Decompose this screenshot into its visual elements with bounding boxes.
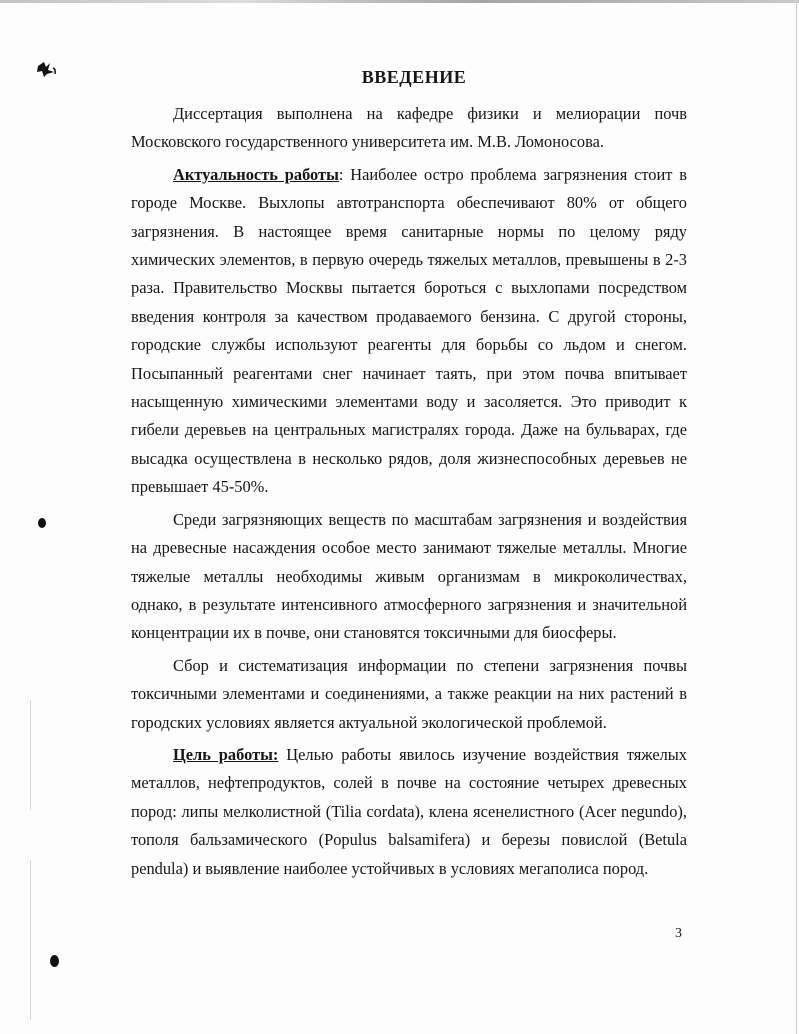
paragraph-intro — [131, 100, 687, 157]
scan-top-edge — [0, 0, 799, 3]
paragraph-heavy-metals — [131, 506, 687, 648]
document-body — [131, 64, 687, 883]
scan-left-margin-line — [30, 860, 31, 1020]
scan-left-margin-line — [30, 700, 31, 810]
paragraph-text: Сбор и систематизация информации по степени загрязнения почвы токсичными элементами и соединениями, а также реакции на них растений в городских условиях является актуальной экологической проблемой. — [131, 655, 687, 732]
scan-right-edge — [796, 0, 797, 1034]
section-term-goal: Цель работы: — [173, 744, 279, 764]
paragraph-text: : Наиболее остро проблема загрязнения стоит в городе Москве. Выхлопы автотранспорта обеспечивают 80% от общего загрязнения. В настоящее время санитарные нормы по целому ряду химических элементов, в первую очередь тяжелых металлов, превышены в 2-3 раза. Правительство Москвы пытается бороться с выхлопами посредством введения контроля за качеством продаваемого бензина. С другой стороны, городские службы используют реагенты для борьбы со льдом и снегом. Посыпанный реагентами снег начинает таять, при этом почва впитывает насыщенную химическими элементами воду и засоляется. Это приводит к гибели деревьев на центральных магистралях города. Даже на бульварах, где высадка осуществлена в несколько рядов, доля жизнеспособных деревьев не превышает 45-50%. — [131, 164, 687, 497]
scan-artifact-dot — [50, 955, 59, 967]
page-title: ВВЕДЕНИЕ — [361, 67, 467, 87]
paragraph-text: Среди загрязняющих веществ по масштабам загрязнения и воздействия на древесные насаждения особое место занимают тяжелые металлы. Многие тяжелые металлы необходимы живым организмам в микроколичествах, однако, в результате интенсивного атмосферного загрязнения и значительной концентрации их в почве, они становятся токсичными для биосферы. — [131, 509, 687, 643]
paragraph-relevance — [131, 161, 687, 502]
paragraph-text: Целью работы явилось изучение воздействия тяжелых металлов, нефтепродуктов, солей в почве на состояние четырех древесных пород: липы мелколистной (Tilia cordata), клена ясенелистного (Acer negundo), тополя бальзамического (Populus balsamifera) и березы повислой (Betula pendula) и выявление наиболее устойчивых в условиях мегаполиса пород. — [131, 744, 687, 878]
scan-artifact-dot — [38, 518, 46, 528]
paragraph-text: Диссертация выполнена на кафедре физики и мелиорации почв Московского государственного университета им. М.В. Ломоносова. — [131, 104, 687, 152]
scan-artifact-mark — [36, 58, 58, 78]
paragraph-information — [131, 652, 687, 737]
section-term-relevance: Актуальность работы — [173, 164, 339, 184]
page-number: 3 — [675, 926, 682, 941]
paragraph-goal — [131, 741, 687, 883]
